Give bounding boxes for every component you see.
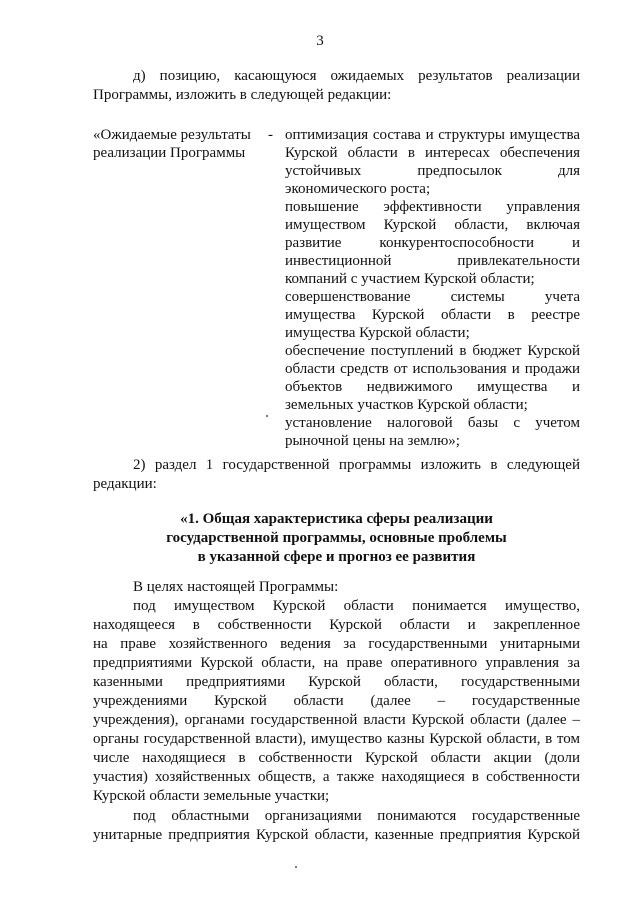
page-number: 3 [316, 33, 324, 49]
body-paragraph-1 [93, 578, 580, 597]
text-line: экономического роста; [285, 181, 431, 197]
text-line: унитарные предприятия Курской области, казенные предприятия Курской [93, 827, 580, 843]
passport-dash: - [268, 127, 273, 143]
text-line: под имуществом Курской области понимается имущество, [133, 598, 580, 614]
text-line: рыночной цены на землю»; [285, 433, 460, 449]
text-line: Программы, изложить в следующей редакции: [93, 87, 392, 103]
expected-result-item [285, 288, 580, 342]
text-line: В целях настоящей Программы: [133, 579, 339, 595]
text-line: участия) хозяйственных обществ, а также находящиеся в собственности [93, 769, 580, 785]
heading-line: «1. Общая характеристика сферы реализации [180, 511, 493, 527]
text-line: 2) раздел 1 государственной программы изложить в следующей [133, 457, 580, 473]
text-line: развитие конкурентоспособности и [285, 235, 580, 251]
text-line: предприятиями Курской области, на праве оперативного управления за [93, 655, 580, 671]
text-line: редакции: [93, 476, 157, 492]
scan-speck [295, 866, 297, 868]
text-line: имущества Курской области в реестре [285, 307, 580, 323]
text-line: Курской области в интересах обеспечения [285, 145, 580, 161]
text-line: имущества Курской области; [285, 325, 470, 341]
text-line: установление налоговой базы с учетом [285, 415, 580, 431]
expected-result-item [285, 126, 580, 198]
section-heading [93, 510, 580, 567]
heading-line: государственной программы, основные проблемы [166, 530, 507, 546]
intro-paragraph-2 [93, 456, 580, 494]
text-line: совершенствование системы учета [285, 289, 580, 305]
text-line: области средств от использования и продажи [285, 361, 580, 377]
text-line: объектов недвижимого имущества и [285, 379, 580, 395]
text-line: компаний с участием Курской области; [285, 271, 535, 287]
body-paragraph-2 [93, 597, 580, 806]
passport-items [285, 126, 580, 450]
intro-paragraph-d [93, 67, 580, 105]
text-line: обеспечение поступлений в бюджет Курской [285, 343, 580, 359]
expected-result-item [285, 414, 580, 450]
text-line: на праве хозяйственного ведения за государственными унитарными [93, 636, 580, 652]
heading-line: в указанной сфере и прогноз ее развития [197, 549, 476, 565]
text-line: инвестиционной привлекательности [285, 253, 580, 269]
text-line: земельных участков Курской области; [285, 397, 528, 413]
text-line: устойчивых предпосылок для [285, 163, 580, 179]
text-line: д) позицию, касающуюся ожидаемых результатов реализации [133, 68, 580, 84]
text-line: числе находящиеся в собственности Курской области акции (доли [93, 750, 580, 766]
text-line: органы государственной власти), имущество казны Курской области, в том [93, 731, 580, 747]
text-line: имуществом Курской области, включая [285, 217, 580, 233]
text-line: учреждения), органами государственной власти Курской области (далее – [93, 712, 580, 728]
text-line: оптимизация состава и структуры имущества [285, 127, 580, 143]
text-line: повышение эффективности управления [285, 199, 580, 215]
expected-result-item [285, 342, 580, 414]
text-line: находящееся в собственности Курской области и закрепленное [93, 617, 580, 633]
passport-label: «Ожидаемые результаты реализации Программы [93, 127, 251, 161]
text-line: под областными организациями понимаются государственные [133, 808, 580, 824]
scan-speck [266, 415, 268, 417]
body-paragraph-3 [93, 807, 580, 845]
text-line: казенными предприятиями Курской области, государственными [93, 674, 580, 690]
text-line: учреждениями Курской области (далее – государственные [93, 693, 580, 709]
text-line: Курской области земельные участки; [93, 788, 330, 804]
expected-result-item [285, 198, 580, 288]
